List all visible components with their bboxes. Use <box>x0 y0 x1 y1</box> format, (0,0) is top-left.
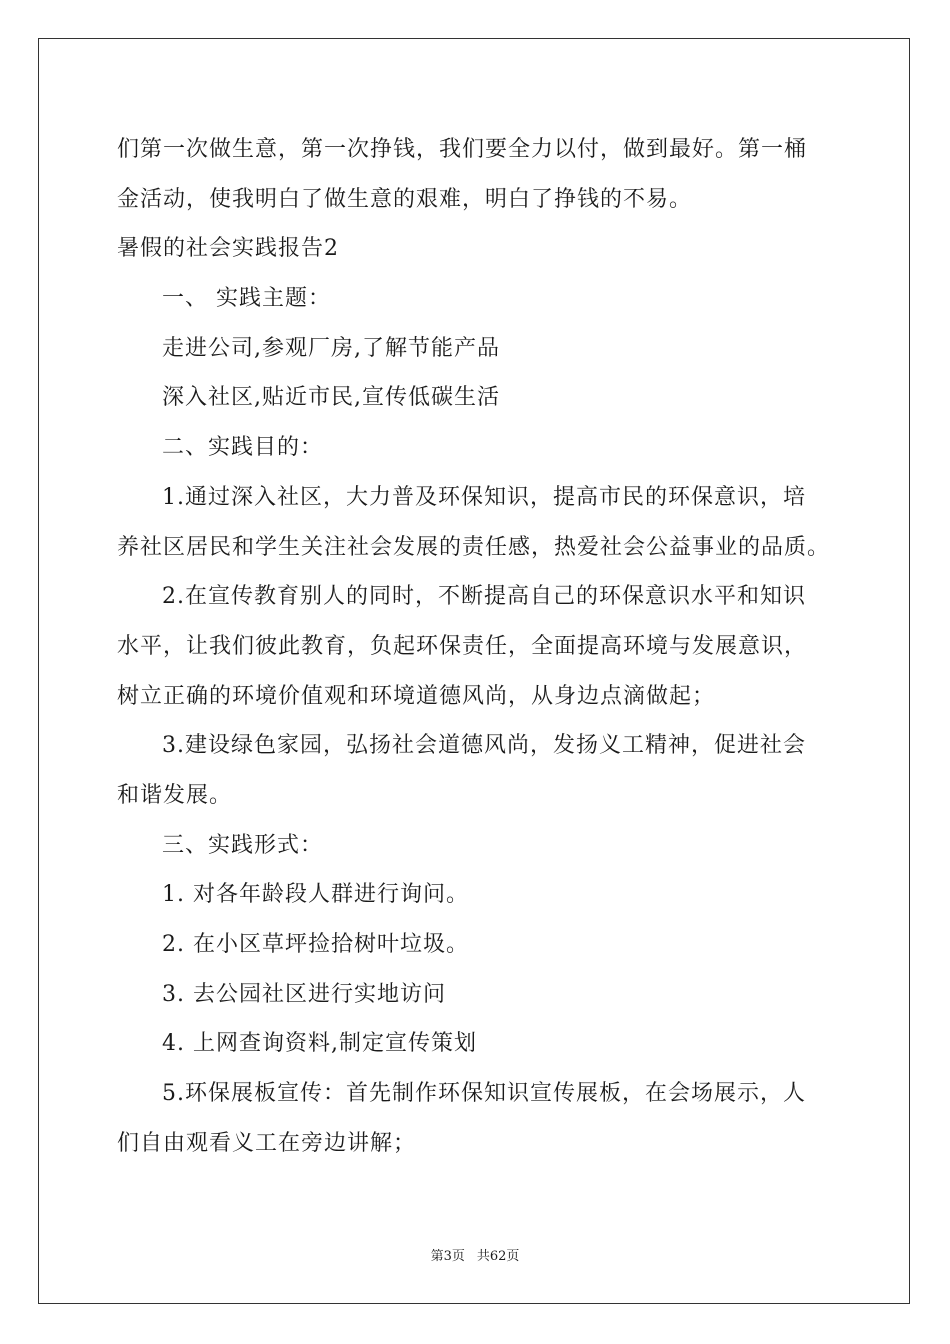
text-line: 金活动，使我明白了做生意的艰难，明白了挣钱的不易。 <box>117 186 693 212</box>
list-item: 4. 上网查询资料,制定宣传策划 <box>162 1031 477 1057</box>
list-item: 2. 在小区草坪捡拾树叶垃圾。 <box>162 932 469 957</box>
page-number-total: 共62页 <box>476 1249 520 1264</box>
list-item: 3. 去公园社区进行实地访问 <box>162 981 446 1007</box>
heading-theme: 一、 实践主题： <box>162 286 331 312</box>
list-item: 5.环保展板宣传：首先制作环保知识宣传展板，在会场展示，人 <box>162 1081 806 1107</box>
text-line: 水平，让我们彼此教育，负起环保责任，全面提高环境与发展意识， <box>117 633 808 659</box>
list-item: 1. 对各年龄段人群进行询问。 <box>162 882 469 908</box>
text-line: 们自由观看义工在旁边讲解； <box>117 1130 417 1156</box>
text-line: 2.在宣传教育别人的同时，不断提高自己的环保意识水平和知识 <box>162 584 806 610</box>
heading-purpose: 二、实践目的： <box>162 435 324 461</box>
text-line: 树立正确的环境价值观和环境道德风尚，从身边点滴做起； <box>117 683 716 709</box>
page-footer <box>0 1249 950 1265</box>
text-line: 深入社区,贴近市民,宣传低碳生活 <box>162 385 500 411</box>
text-line: 3.建设绿色家园，弘扬社会道德风尚，发扬义工精神，促进社会 <box>162 733 806 759</box>
text-line: 们第一次做生意，第一次挣钱，我们要全力以付，做到最好。第一桶 <box>117 137 808 162</box>
section-title: 暑假的社会实践报告2 <box>117 236 339 262</box>
text-line: 1.通过深入社区，大力普及环保知识，提高市民的环保意识，培 <box>162 484 806 510</box>
text-line: 养社区居民和学生关注社会发展的责任感，热爱社会公益事业的品质。 <box>117 534 831 560</box>
document-body <box>117 129 837 1172</box>
page-number-current: 第3页 <box>430 1249 465 1264</box>
text-line: 走进公司,参观厂房,了解节能产品 <box>162 335 500 361</box>
heading-form: 三、实践形式： <box>162 832 324 858</box>
text-line: 和谐发展。 <box>117 782 233 808</box>
